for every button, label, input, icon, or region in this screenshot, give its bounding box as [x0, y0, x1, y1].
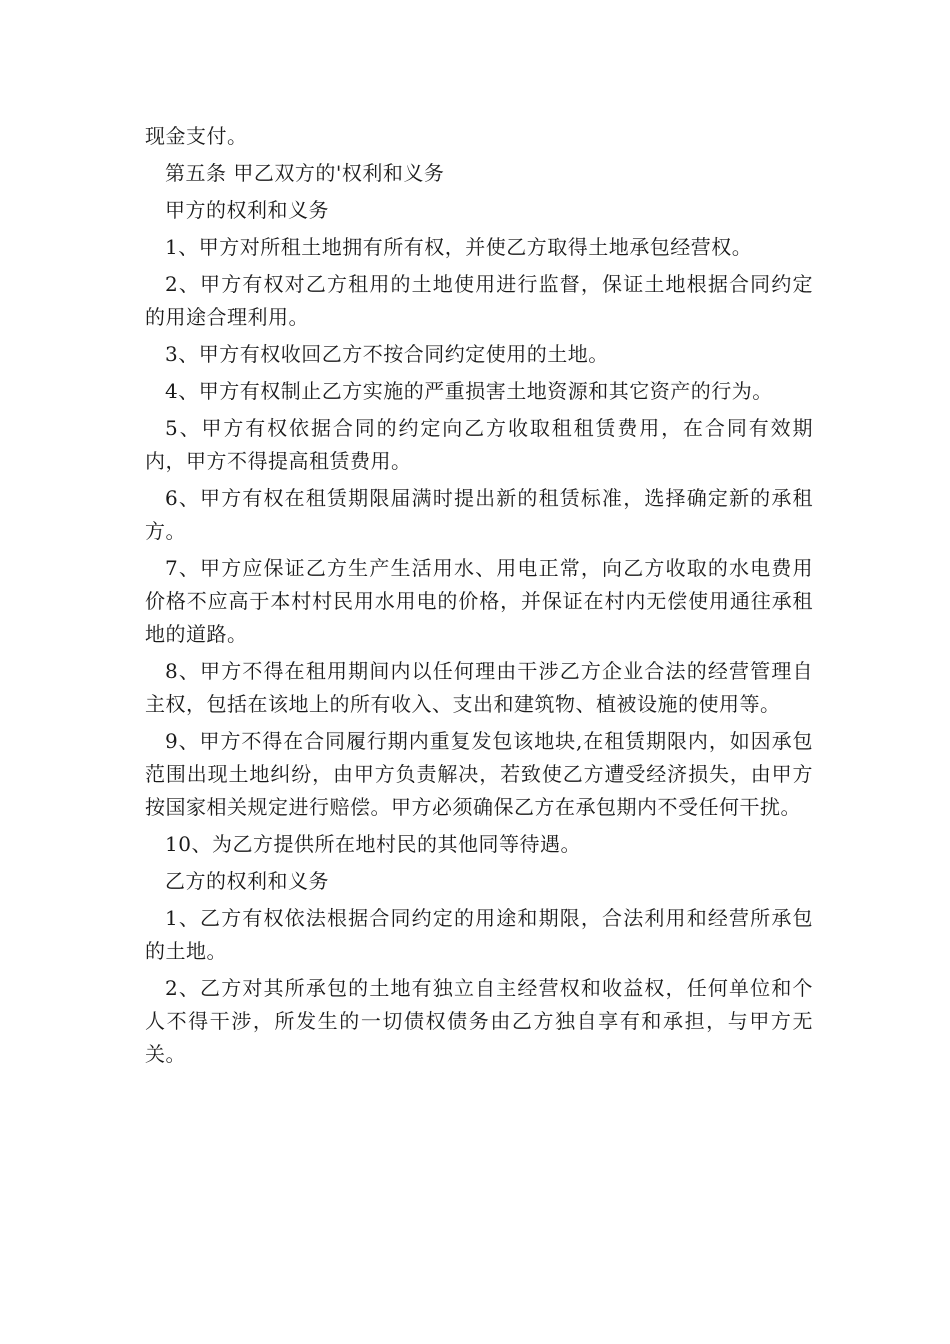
- party-a-clause-5: 5、甲方有权依据合同的约定向乙方收取租租赁费用，在合同有效期内，甲方不得提高租赁费用。: [145, 416, 813, 473]
- party-b-section-heading: 乙方的权利和义务: [165, 869, 329, 893]
- party-a-clause-1: 1、甲方对所租土地拥有所有权，并使乙方取得土地承包经营权。: [165, 235, 753, 259]
- party-b-clause-2: 2、乙方对其所承包的土地有独立自主经营权和收益权，任何单位和个人不得干涉，所发生的一切债权债务由乙方独自享有和承担，与甲方无关。: [145, 976, 813, 1066]
- party-a-clause-2: 2、甲方有权对乙方租用的土地使用进行监督，保证土地根据合同约定的用途合理利用。: [145, 272, 813, 329]
- document-body: [145, 120, 813, 1075]
- party-a-clause-10: 10、为乙方提供所在地村民的其他同等待遇。: [165, 832, 581, 856]
- party-b-clause-1: 1、乙方有权依法根据合同约定的用途和期限，合法利用和经营所承包的土地。: [145, 906, 813, 963]
- party-a-clause-9: 9、甲方不得在合同履行期内重复发包该地块,在租赁期限内，如因承包范围出现土地纠纷，由甲方负责解决，若致使乙方遭受经济损失，由甲方按国家相关规定进行赔偿。甲方必须确保乙方在承包期内不受任何干扰。: [145, 729, 813, 819]
- party-a-clause-4: 4、甲方有权制止乙方实施的严重损害土地资源和其它资产的行为。: [165, 379, 773, 403]
- party-a-clause-8: 8、甲方不得在租用期间内以任何理由干涉乙方企业合法的经营管理自主权，包括在该地上的所有收入、支出和建筑物、植被设施的使用等。: [145, 659, 813, 716]
- party-a-clause-7: 7、甲方应保证乙方生产生活用水、用电正常，向乙方收取的水电费用价格不应高于本村村民用水用电的价格，并保证在村内无偿使用通往承租地的道路。: [145, 556, 813, 646]
- paragraph-cash-payment: 现金支付。: [145, 124, 248, 148]
- party-a-clause-3: 3、甲方有权收回乙方不按合同约定使用的土地。: [165, 342, 609, 366]
- party-a-section-heading: 甲方的权利和义务: [165, 198, 329, 222]
- article-five-heading: 第五条 甲乙双方的'权利和义务: [165, 161, 445, 185]
- party-a-clause-6: 6、甲方有权在租赁期限届满时提出新的租赁标准，选择确定新的承租方。: [145, 486, 813, 543]
